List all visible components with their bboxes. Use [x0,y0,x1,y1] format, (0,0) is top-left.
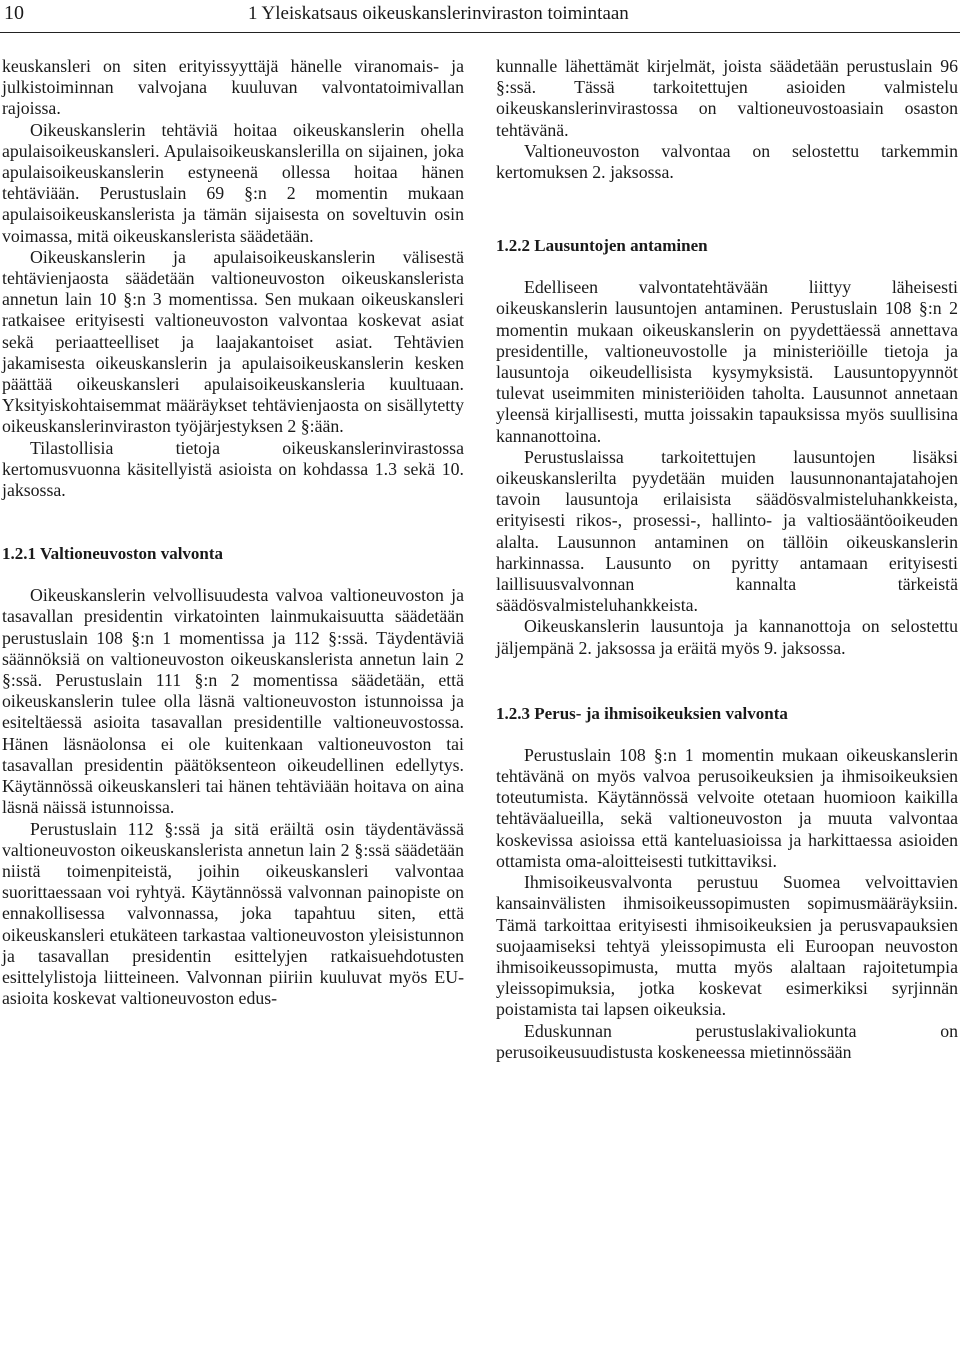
paragraph: Ihmisoikeusvalvonta perustuu Suomea velvoittavien kansainvälisten ihmisoikeussopimusten sopimusmääräyksiin. Tämä tarkoittaa erityisesti ihmisoikeuksien ja perusvapauksien suojaamiseksi tehtyä yleissopimusta eli Euroopan neuvoston ihmisoikeussopimusta, mutta myös alaltaan rajoitetumpia yleissopimuksia, jotka koskevat esimerkiksi syrjinnän poistamista tai lapsen oikeuksia. [496,872,958,1020]
paragraph: keuskansleri on siten erityissyyttäjä hänelle viranomais- ja julkistoiminnan valvojana kuuluvan valvontatoimivallan rajoissa. [2,56,464,119]
running-header [0,0,960,33]
paragraph: Tilastollisia tietoja oikeuskanslerinvirastossa kertomusvuonna käsitellyistä asioista on kohdassa 1.3 sekä 10. jaksossa. [2,437,464,501]
paragraph: Valtioneuvoston valvontaa on selostettu tarkemmin kertomuksen 2. jaksossa. [496,140,958,183]
paragraph: kunnalle lähettämät kirjelmät, joista säädetään perustuslain 96 §:ssä. Tässä tarkoitettujen asioiden valmistelu oikeuskanslerinvirastossa on valtioneuvostoasiain osaston tehtävänä. [496,56,958,140]
section-heading: 1.2.1 Valtioneuvoston valvonta [2,544,224,564]
paragraph: Eduskunnan perustuslakivaliokunta on perusoikeusuudistusta koskeneessa mietinnössään [496,1020,958,1062]
paragraph: Oikeuskanslerin tehtäviä hoitaa oikeuskanslerin ohella apulaisoikeuskansleri. Apulaisoikeuskanslerilla on sijainen, joka apulaisoikeuskanslerin estyneenä ollessa hoitaa hänen tehtäviään. Perustuslain 69 §:n 2 momentin mukaan apulaisoikeuskanslerista ja tämän sijaisesta on soveltuvin osin voimassa, mitä oikeuskanslerista säädetään. [2,119,464,246]
running-title: 1 Yleiskatsaus oikeuskanslerinviraston toimintaan [248,3,629,24]
paragraph: Perustuslain 108 §:n 1 momentin mukaan oikeuskanslerin tehtävänä on myös valvoa perusoikeuksien ja ihmisoikeuksien toteutumista. Käytännössä velvoite otetaan huomioon kaikilla tehtäväalueilla, sekä valtioneuvoston ja muuta valvontaa koskevissa asioissa että kanteluasioissa ja harkittaessa asioiden ottamista oma-aloitteisesti tutkittaviksi. [496,744,958,871]
left-column [2,56,464,1009]
paragraph: Oikeuskanslerin velvollisuudesta valvoa valtioneuvoston ja tasavallan presidentin virkatointen lainmukaisuutta säädetään perustuslain 108 §:n 1 momentissa ja 112 §:ssä. Täydentäviä säännöksiä on valtioneuvoston oikeuskanslerista annetun lain 2 §:ssä. Perustuslain 111 §:n 2 momentissa säädetään, että oikeuskanslerin tulee olla läsnä valtioneuvoston istunnoissa ja esiteltäessä asioita tasavallan presidentille valtioneuvostossa. Hänen läsnäolonsa ei ole kuitenkaan valtioneuvoston tai tasavallan presidentin päätöksenteon oikeudellinen edellytys. Käytännössä oikeuskansleri tai hänen tehtäviään hoitava on aina läsnä näissä istunnoissa. [2,585,464,818]
section-heading: 1.2.3 Perus- ja ihmisoikeuksien valvonta [496,703,788,723]
right-column [496,56,958,1063]
section-heading: 1.2.2 Lausuntojen antaminen [496,236,708,256]
paragraph: Edelliseen valvontatehtävään liittyy läheisesti oikeuskanslerin lausuntojen antaminen. Perustuslain 108 §:n 2 momentin mukaan oikeuskanslerin on pyydettäessä annettava presidentille, valtioneuvostolle ja ministeriöille tietoja ja lausuntoja oikeudellisista kysymyksistä. Lausuntopyynnöt tulevat useimmiten ministeriöiden taholta. Lausunnot annetaan yleensä kirjallisesti, mutta joissakin tapauksissa myös suullisina kannanottoina. [496,277,958,446]
paragraph: Oikeuskanslerin lausuntoja ja kannanottoja on selostettu jäljempänä 2. jaksossa ja eräitä myös 9. jaksossa. [496,616,958,658]
paragraph: Oikeuskanslerin ja apulaisoikeuskanslerin välisestä tehtävienjaosta säädetään valtioneuvoston oikeuskanslerista annetun lain 10 §:n 3 momentissa. Sen mukaan oikeuskansleri ratkaisee erityisesti valtioneuvoston valvontaa koskevat asiat sekä periaatteelliset ja laajakantoiset asiat. Tehtävien jakamisesta oikeuskanslerin ja apulaisoikeuskanslerin kesken päättää oikeuskansleri apulaisoikeuskansleria kuultuaan. Yksityiskohtaisemmat määräykset tehtävienjaosta on sisällytetty oikeuskanslerinviraston työjärjestyksen 2 §:ään. [2,246,464,437]
paragraph: Perustuslaissa tarkoitettujen lausuntojen lisäksi oikeuskanslerilta pyydetään muiden lausunnonantajatahojen tavoin lausuntoja erilaisista säädösvalmisteluhankkeista, erityisesti rikos-, prosessi-, hallinto- ja valtiosääntöoikeuden alalta. Lausunnon antaminen on tällöin oikeuskanslerin harkinnassa. Lausunto on pyritty antamaan erityisesti laillisuusvalvonnan kannalta tärkeistä säädösvalmisteluhankkeista. [496,446,958,616]
paragraph: Perustuslain 112 §:ssä ja sitä eräiltä osin täydentävässä valtioneuvoston oikeuskanslerista annetun lain 2 §:ssä säädetään niistä toimenpiteistä, joihin oikeuskansleri valvontaa suorittaessaan voi ryhtyä. Käytännössä valvonnan painopiste on ennakollisessa valvonnassa, joka tapahtuu siten, että oikeuskansleri etukäteen tarkastaa valtioneuvoston yleisistunnon ja tasavallan presidentin esittelyjen ratkaisuehdotusten esittelylistoja liitteineen. Valvonnan piiriin kuuluvat myös EU-asioita koskevat valtioneuvoston edus- [2,818,464,1009]
page-number: 10 [4,2,24,24]
